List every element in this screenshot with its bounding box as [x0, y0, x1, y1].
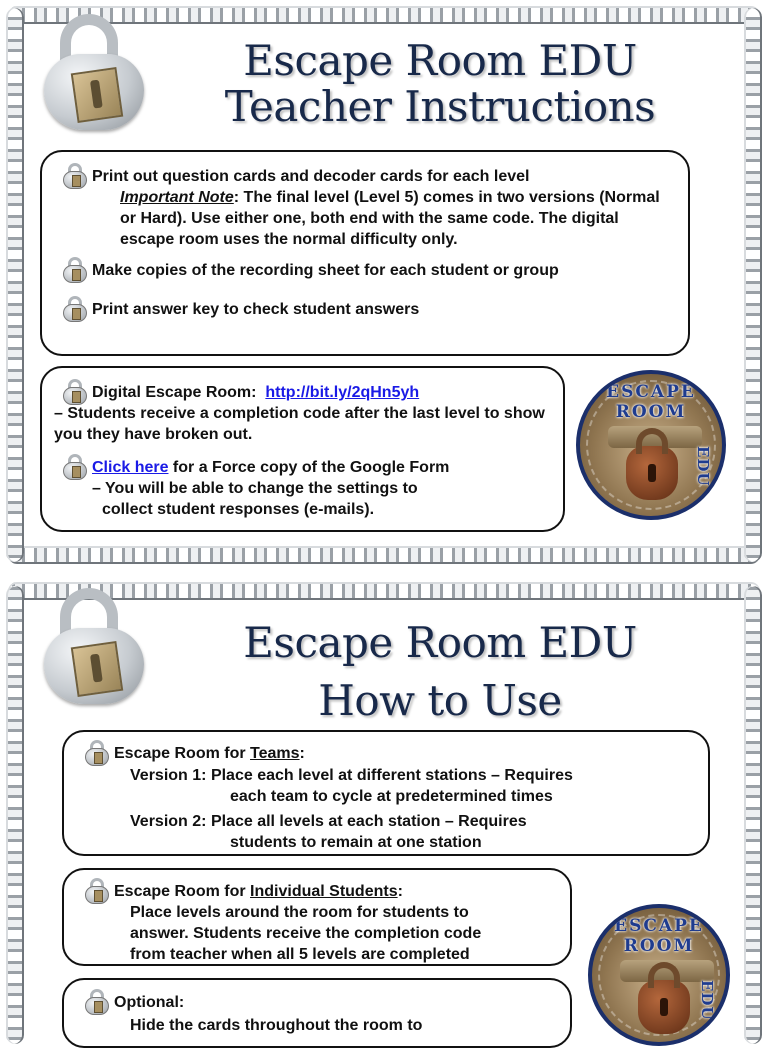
item-text: from teacher when all 5 levels are completed: [130, 946, 470, 963]
lock-bullet-icon: [62, 163, 88, 189]
digital-escape-room-box: [40, 366, 565, 532]
lock-bullet-icon: [84, 878, 110, 904]
version-text: Place all levels at each station – Requires: [210, 813, 527, 830]
lock-bullet-icon: [62, 257, 88, 283]
printing-instructions-box: [40, 150, 690, 356]
item-text: collect student responses (e-mails).: [102, 501, 375, 518]
list-item: [54, 457, 551, 520]
list-item: [54, 166, 676, 250]
padlock-icon: [40, 14, 152, 132]
seal-text-top: ESCAPE ROOM: [614, 916, 704, 956]
chain-border-bottom: [8, 546, 760, 564]
list-item: [54, 260, 676, 281]
how-to-use-page: [0, 578, 768, 1034]
chain-border-right: [744, 8, 762, 562]
seal-text-side: EDU: [694, 446, 712, 487]
list-item: [54, 299, 676, 320]
optional-description: [76, 1015, 558, 1036]
version-text: students to remain at one station: [230, 834, 482, 851]
heading-individual-students: Individual Students: [250, 883, 398, 900]
version-label: Version 2:: [130, 813, 207, 830]
digital-escape-room-label: Digital Escape Room:: [92, 384, 257, 401]
version-1: [76, 765, 696, 807]
escape-room-seal: [588, 904, 730, 1046]
item-text: Hide the cards throughout the room to: [130, 1017, 423, 1034]
list-item: [54, 382, 551, 445]
title-line-1: Escape Room EDU: [243, 36, 637, 85]
important-note-text: : The final level (Level 5) comes in two versions (Normal or Hard). Use either one, both end with the same code. The digital escape room uses the normal difficulty only.: [120, 189, 660, 248]
individual-students-box: [62, 868, 572, 966]
seal-lock-icon: [638, 980, 690, 1034]
lock-bullet-icon: [62, 296, 88, 322]
seal-lock-icon: [626, 446, 678, 500]
title-line-2: How to Use: [318, 676, 562, 725]
seal-text-side: EDU: [698, 980, 716, 1021]
item-text: Place levels around the room for students to: [130, 904, 469, 921]
digital-escape-room-link[interactable]: http://bit.ly/2qHn5yh: [265, 384, 420, 401]
item-text: Print answer key to check student answers: [92, 301, 420, 318]
title-line-2: Teacher Instructions: [224, 82, 656, 131]
lock-bullet-icon: [84, 989, 110, 1015]
item-text: – You will be able to change the settings to: [92, 480, 418, 497]
heading-suffix: :: [397, 883, 403, 900]
chain-border-left: [6, 8, 24, 562]
heading-prefix: Escape Room for: [114, 883, 251, 900]
item-text: answer. Students receive the completion code: [130, 925, 482, 942]
item-text: Print out question cards and decoder cards for each level: [92, 168, 530, 185]
list-item: [76, 743, 696, 764]
list-item: [76, 881, 558, 902]
lock-bullet-icon: [84, 740, 110, 766]
version-text: Place each level at different stations – Requires: [210, 767, 573, 784]
chain-border-right: [744, 586, 762, 1044]
version-label: Version 1:: [130, 767, 207, 784]
heading-teams: Teams: [250, 745, 300, 762]
lock-bullet-icon: [62, 379, 88, 405]
heading-suffix: :: [299, 745, 305, 762]
escape-room-seal: [576, 370, 726, 520]
lock-bullet-icon: [62, 454, 88, 480]
item-text: Make copies of the recording sheet for each student or group: [92, 262, 559, 279]
list-item: [76, 992, 558, 1013]
padlock-icon: [40, 588, 152, 706]
item-text: for a Force copy of the Google Form: [168, 459, 450, 476]
optional-heading: Optional:: [114, 994, 185, 1011]
version-text: each team to cycle at predetermined times: [230, 788, 553, 805]
seal-text-top: ESCAPE ROOM: [606, 382, 696, 422]
individual-description: [76, 902, 558, 965]
important-note-label: Important Note: [120, 189, 234, 206]
teams-box: [62, 730, 710, 856]
item-text: – Students receive a completion code after the last level to show you they have broken out.: [54, 405, 545, 443]
optional-box: [62, 978, 572, 1048]
chain-border-left: [6, 586, 24, 1044]
heading-prefix: Escape Room for: [114, 745, 251, 762]
page-title: [200, 614, 680, 730]
title-line-1: Escape Room EDU: [243, 618, 637, 667]
version-2: [76, 811, 696, 853]
click-here-link[interactable]: Click here: [92, 459, 169, 476]
page-title: [200, 38, 680, 130]
important-note: [92, 187, 676, 250]
